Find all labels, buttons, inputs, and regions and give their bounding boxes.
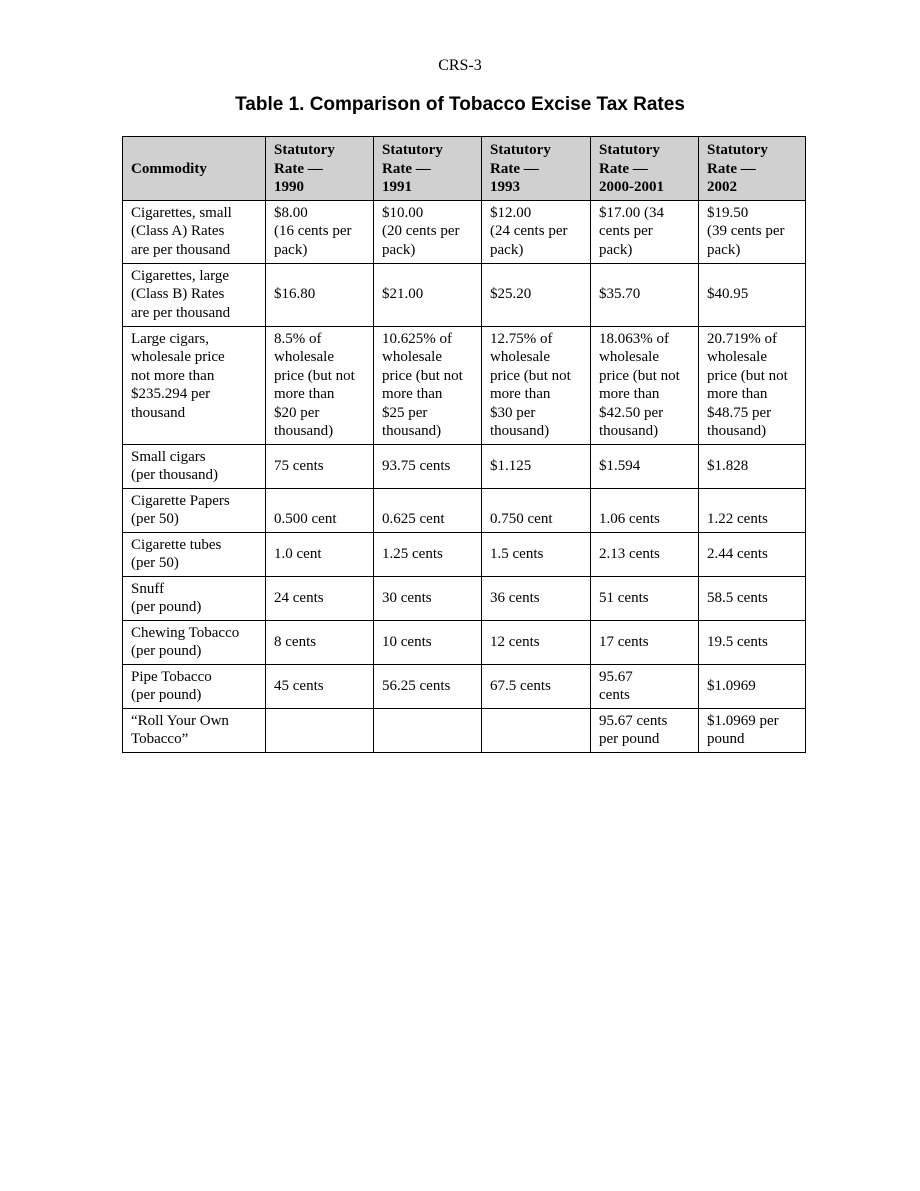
rate-cell: 0.625 cent	[374, 488, 482, 532]
table-row	[123, 326, 806, 444]
rate-cell: 1.22 cents	[699, 488, 806, 532]
rate-cell: 17 cents	[591, 620, 699, 664]
rate-cell: 56.25 cents	[374, 664, 482, 708]
rate-cell: 10 cents	[374, 620, 482, 664]
rate-cell: $40.95	[699, 263, 806, 326]
commodity-cell: Large cigars, wholesale price not more than $235.294 per thousand	[123, 326, 266, 444]
column-header-1990: Statutory Rate — 1990	[266, 137, 374, 201]
rate-cell: $25.20	[482, 263, 591, 326]
column-header-1993: Statutory Rate — 1993	[482, 137, 591, 201]
rate-cell: $12.00 (24 cents per pack)	[482, 200, 591, 263]
table-row	[123, 620, 806, 664]
rate-cell: 1.25 cents	[374, 532, 482, 576]
rate-cell: $1.125	[482, 444, 591, 488]
rate-cell: 12 cents	[482, 620, 591, 664]
rate-cell: 93.75 cents	[374, 444, 482, 488]
commodity-cell: Chewing Tobacco (per pound)	[123, 620, 266, 664]
rate-cell: 19.5 cents	[699, 620, 806, 664]
rate-cell: 2.13 cents	[591, 532, 699, 576]
rate-cell: 0.500 cent	[266, 488, 374, 532]
rate-cell	[266, 708, 374, 752]
rate-cell: 12.75% of wholesale price (but not more than $30 per thousand)	[482, 326, 591, 444]
rate-cell: 95.67 cents per pound	[591, 708, 699, 752]
table-row	[123, 708, 806, 752]
column-header-commodity: Commodity	[123, 137, 266, 201]
rate-cell: $16.80	[266, 263, 374, 326]
rate-cell	[374, 708, 482, 752]
rate-cell: $1.828	[699, 444, 806, 488]
commodity-cell: Cigarettes, large (Class B) Rates are per thousand	[123, 263, 266, 326]
rate-cell: 8 cents	[266, 620, 374, 664]
rate-cell: $8.00 (16 cents per pack)	[266, 200, 374, 263]
rate-cell: $1.0969 per pound	[699, 708, 806, 752]
rate-cell: $1.594	[591, 444, 699, 488]
rate-cell: 20.719% of wholesale price (but not more than $48.75 per thousand)	[699, 326, 806, 444]
table-row	[123, 488, 806, 532]
commodity-cell: “Roll Your Own Tobacco”	[123, 708, 266, 752]
commodity-cell: Small cigars (per thousand)	[123, 444, 266, 488]
rate-cell: 8.5% of wholesale price (but not more than $20 per thousand)	[266, 326, 374, 444]
rate-cell: 30 cents	[374, 576, 482, 620]
commodity-cell: Cigarette tubes (per 50)	[123, 532, 266, 576]
column-header-2000-2001: Statutory Rate — 2000-2001	[591, 137, 699, 201]
rate-cell: 24 cents	[266, 576, 374, 620]
rate-cell: 67.5 cents	[482, 664, 591, 708]
commodity-cell: Snuff (per pound)	[123, 576, 266, 620]
column-header-1991: Statutory Rate — 1991	[374, 137, 482, 201]
rate-cell: 10.625% of wholesale price (but not more than $25 per thousand)	[374, 326, 482, 444]
rate-cell: 95.67 cents	[591, 664, 699, 708]
rate-cell: 1.06 cents	[591, 488, 699, 532]
rate-cell: 1.0 cent	[266, 532, 374, 576]
rate-cell: 18.063% of wholesale price (but not more than $42.50 per thousand)	[591, 326, 699, 444]
table-title: Table 1. Comparison of Tobacco Excise Tax Rates	[235, 94, 685, 115]
commodity-cell: Cigarettes, small (Class A) Rates are per thousand	[123, 200, 266, 263]
commodity-cell: Cigarette Papers (per 50)	[123, 488, 266, 532]
rate-cell: 58.5 cents	[699, 576, 806, 620]
rate-cell: $21.00	[374, 263, 482, 326]
tax-rates-table	[122, 136, 806, 753]
rate-cell: $10.00 (20 cents per pack)	[374, 200, 482, 263]
rate-cell: 1.5 cents	[482, 532, 591, 576]
table-row	[123, 576, 806, 620]
rate-cell: 36 cents	[482, 576, 591, 620]
table-row	[123, 532, 806, 576]
table-row	[123, 263, 806, 326]
commodity-cell: Pipe Tobacco (per pound)	[123, 664, 266, 708]
column-header-2002: Statutory Rate — 2002	[699, 137, 806, 201]
table-row	[123, 200, 806, 263]
rate-cell: $35.70	[591, 263, 699, 326]
rate-cell: $19.50 (39 cents per pack)	[699, 200, 806, 263]
rate-cell	[482, 708, 591, 752]
rate-cell: 0.750 cent	[482, 488, 591, 532]
page-header: CRS-3	[438, 57, 482, 74]
rate-cell: 45 cents	[266, 664, 374, 708]
table-header-row	[123, 137, 806, 201]
rate-cell: 75 cents	[266, 444, 374, 488]
rate-cell: $17.00 (34 cents per pack)	[591, 200, 699, 263]
rate-cell: 2.44 cents	[699, 532, 806, 576]
rate-cell: 51 cents	[591, 576, 699, 620]
table-row	[123, 444, 806, 488]
rate-cell: $1.0969	[699, 664, 806, 708]
table-row	[123, 664, 806, 708]
